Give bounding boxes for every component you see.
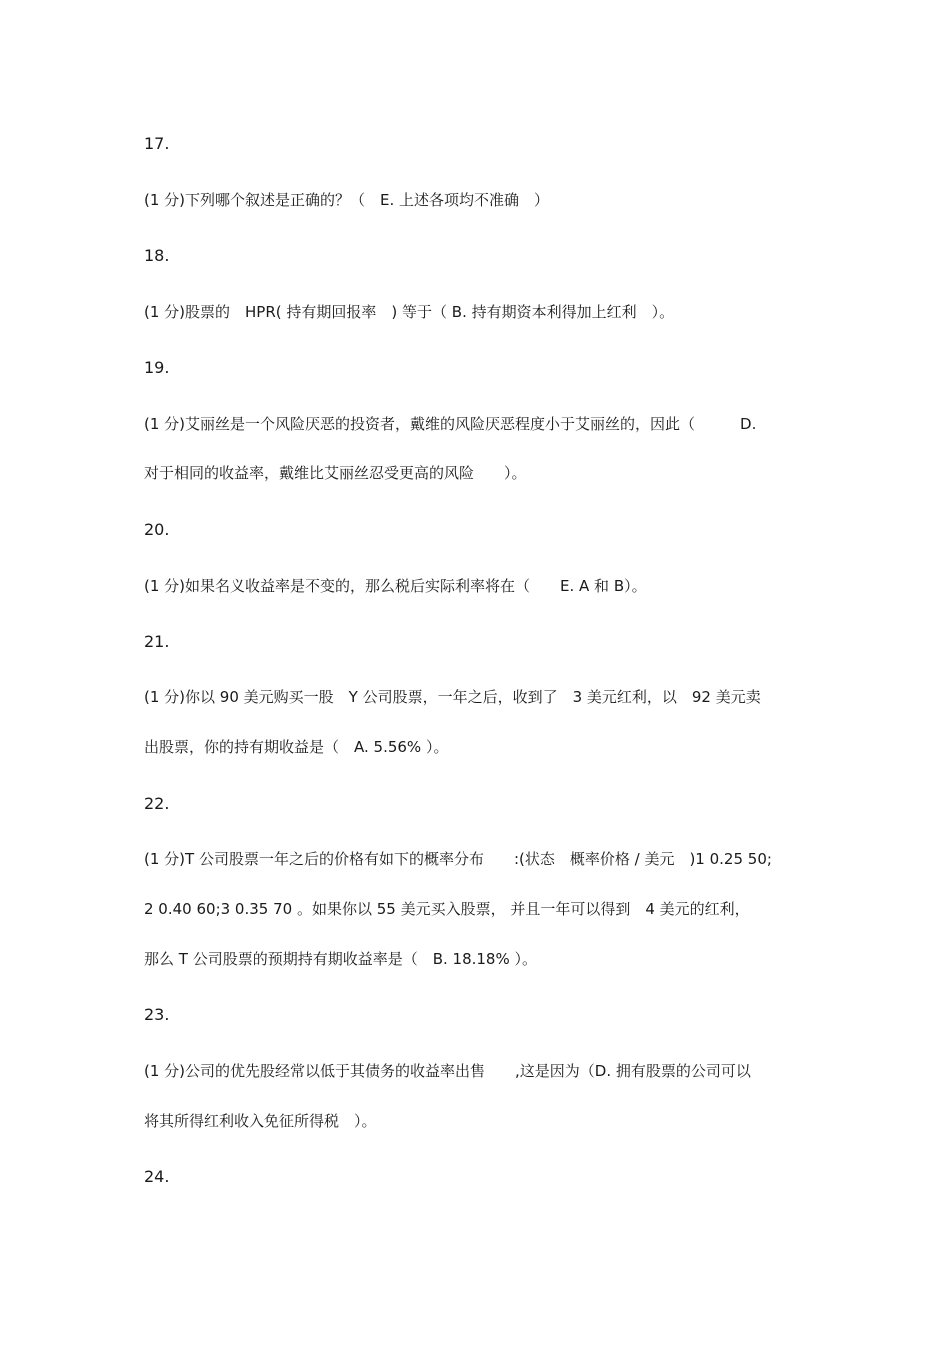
question-21-text-line-1: (1 分)你以 90 美元购买一股 Y 公司股票，一年之后，收到了 3 美元红利，以 92 美元卖 <box>144 688 761 706</box>
question-21-text-line-2: 出股票，你的持有期收益是（ A. 5.56% ）。 <box>144 738 449 756</box>
question-number-20: 20. <box>144 520 170 539</box>
question-number-21: 21. <box>144 632 170 651</box>
question-23-text-line-1: (1 分)公司的优先股经常以低于其债务的收益率出售 ,这是因为（D. 拥有股票的公司可以 <box>144 1062 751 1080</box>
question-20-text-line-1: (1 分)如果名义收益率是不变的，那么税后实际利率将在（ E. A 和 B）。 <box>144 577 647 595</box>
question-22-text-line-1: (1 分)T 公司股票一年之后的价格有如下的概率分布 :(状态 概率价格 / 美元 )1 0.25 50; <box>144 850 772 868</box>
question-number-24: 24. <box>144 1167 170 1186</box>
question-19-text-line-2: 对于相同的收益率，戴维比艾丽丝忍受更高的风险 ）。 <box>144 464 527 482</box>
question-number-22: 22. <box>144 794 170 813</box>
question-23-text-line-2: 将其所得红利收入免征所得税 ）。 <box>144 1112 377 1130</box>
question-number-18: 18. <box>144 246 170 265</box>
question-18-text-line-1: (1 分)股票的 HPR( 持有期回报率 ) 等于（ B. 持有期资本利得加上红利 ）。 <box>144 303 675 321</box>
question-22-text-line-3: 那么 T 公司股票的预期持有期收益率是（ B. 18.18% ）。 <box>144 950 537 968</box>
question-number-17: 17. <box>144 134 170 153</box>
question-22-text-line-2: 2 0.40 60;3 0.35 70 。如果你以 55 美元买入股票， 并且一年可以得到 4 美元的红利， <box>144 900 750 918</box>
question-17-text-line-1: (1 分)下列哪个叙述是正确的？（ E. 上述各项均不准确 ） <box>144 191 550 209</box>
question-number-19: 19. <box>144 358 170 377</box>
question-19-text-line-1: (1 分)艾丽丝是一个风险厌恶的投资者，戴维的风险厌恶程度小于艾丽丝的，因此（ D. <box>144 415 757 433</box>
question-number-23: 23. <box>144 1005 170 1024</box>
